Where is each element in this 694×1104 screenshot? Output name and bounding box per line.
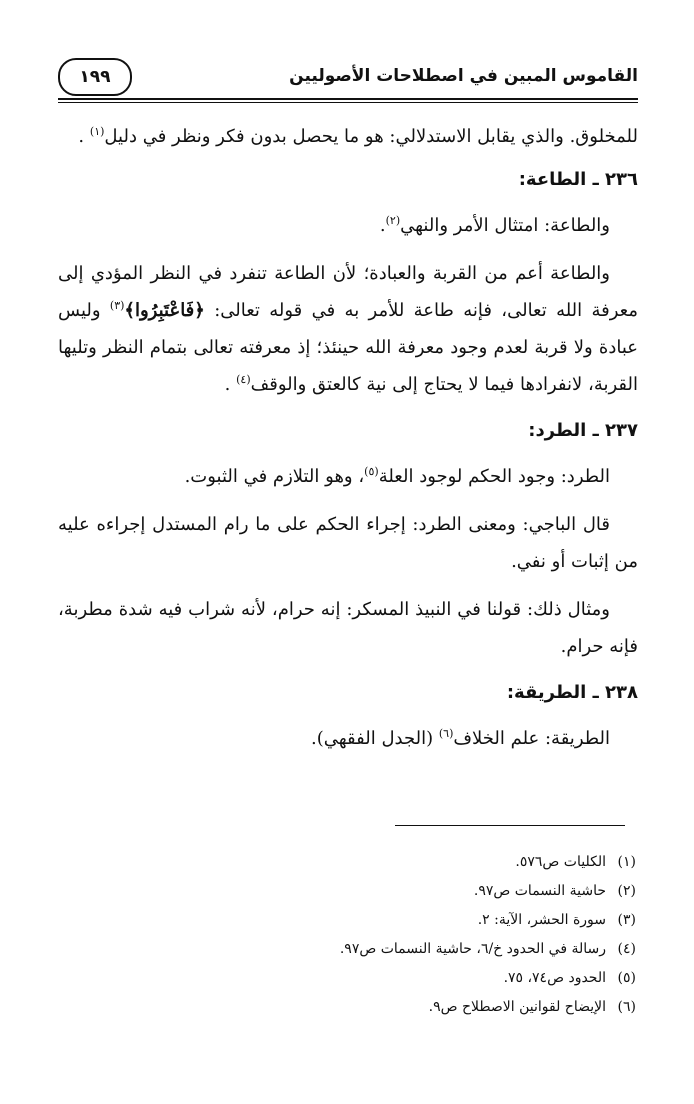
definition-text: الطرد: وجود الحكم لوجود العلة: [378, 466, 610, 487]
definition-text-end: ، وهو التلازم في الثبوت.: [184, 466, 365, 487]
footnote-ref[interactable]: (٢): [385, 214, 401, 227]
footnote-ref[interactable]: (١): [89, 125, 105, 138]
continuation-paragraph: [58, 118, 638, 155]
entry-237-paragraph-2: قال الباجي: ومعنى الطرد: إجراء الحكم على ما رام المستدل إجراءه عليه من إثبات أو نفي.: [58, 514, 638, 572]
period: .: [224, 374, 231, 395]
entry-237-paragraph-3: ومثال ذلك: قولنا في النبيذ المسكر: إنه حرام، لأنه شراب فيه شدة مطربة، فإنه حرام.: [58, 599, 638, 657]
footnote-text: سورة الحشر، الآية: ٢.: [477, 912, 606, 928]
footnote-number: (٣): [617, 912, 636, 928]
footnote-text: الكليات ص٥٧٦.: [515, 854, 606, 870]
footnote-ref[interactable]: (٦): [438, 727, 454, 740]
footnote-number: (٥): [617, 970, 636, 986]
footnote-separator: [395, 825, 625, 826]
footnote: [76, 848, 636, 877]
running-header: [58, 58, 638, 100]
footnote-ref[interactable]: (٥): [364, 465, 379, 478]
header-rule: [58, 98, 638, 100]
header-rule-thin: [58, 102, 638, 103]
footnote: [76, 993, 636, 1022]
footnote: [76, 877, 636, 906]
book-title: القاموس المبين في اصطلاحات الأصوليين: [289, 66, 638, 86]
footnote-ref[interactable]: (٣): [109, 299, 125, 312]
footnote-number: (٦): [617, 999, 636, 1015]
continuation-text-end: دليل: [104, 126, 137, 147]
paragraph-text: وليس عبادة ولا قربة لعدم وجود معرفة الله حينئذ؛ إذ معرفته تعالى بتمام النظر وتليها القربة، لانفرادها فيما لا يحتاج إلى نية كالعتق والوقف: [58, 300, 638, 395]
footnote-number: (٢): [617, 883, 636, 899]
definition-text: والطاعة: امتثال الأمر والنهي: [400, 215, 610, 236]
period: .: [379, 215, 386, 236]
footnote: [76, 906, 636, 935]
footnotes: [76, 848, 636, 1022]
quran-quote: ﴿فَاعْتَبِرُوا﴾: [124, 300, 205, 321]
period: .: [78, 126, 85, 147]
definition-text: الطريقة: علم الخلاف: [453, 728, 610, 749]
entry-236-paragraph-1: [58, 207, 638, 244]
entry-heading-238: ٢٣٨ ـ الطريقة:: [506, 682, 638, 703]
footnote: [76, 964, 636, 993]
footnote-text: حاشية النسمات ص٩٧.: [473, 883, 606, 899]
paragraph-text: والطاعة أعم من القربة والعبادة؛ لأن الطاعة تنفرد في النظر المؤدي إلى معرفة الله تعالى، فإنه طاعة للأمر به في قوله تعالى:: [58, 263, 639, 321]
footnote: [76, 935, 636, 964]
continuation-text: للمخلوق. والذي يقابل الاستدلالي: هو ما يحصل بدون فكر ونظر في: [142, 126, 638, 147]
entry-236-paragraph-2: [58, 255, 638, 403]
page-number-badge: ١٩٩: [58, 58, 132, 96]
entry-238-paragraph-1: [58, 720, 638, 757]
entry-heading-237: ٢٣٧ ـ الطرد:: [528, 420, 638, 441]
footnote-ref[interactable]: (٤): [236, 373, 251, 386]
definition-text-end: (الجدل الفقهي).: [311, 728, 439, 749]
footnote-number: (٤): [617, 941, 636, 957]
entry-heading-236: ٢٣٦ ـ الطاعة:: [518, 169, 638, 190]
entry-237-paragraph-1: [58, 458, 638, 495]
footnote-text: الإيضاح لقوانين الاصطلاح ص٩.: [428, 999, 606, 1015]
footnote-text: رسالة في الحدود خ/٦، حاشية النسمات ص٩٧.: [339, 941, 606, 957]
footnote-number: (١): [617, 854, 636, 870]
footnote-text: الحدود ص٧٤، ٧٥.: [503, 970, 606, 986]
page-body: [58, 118, 638, 768]
